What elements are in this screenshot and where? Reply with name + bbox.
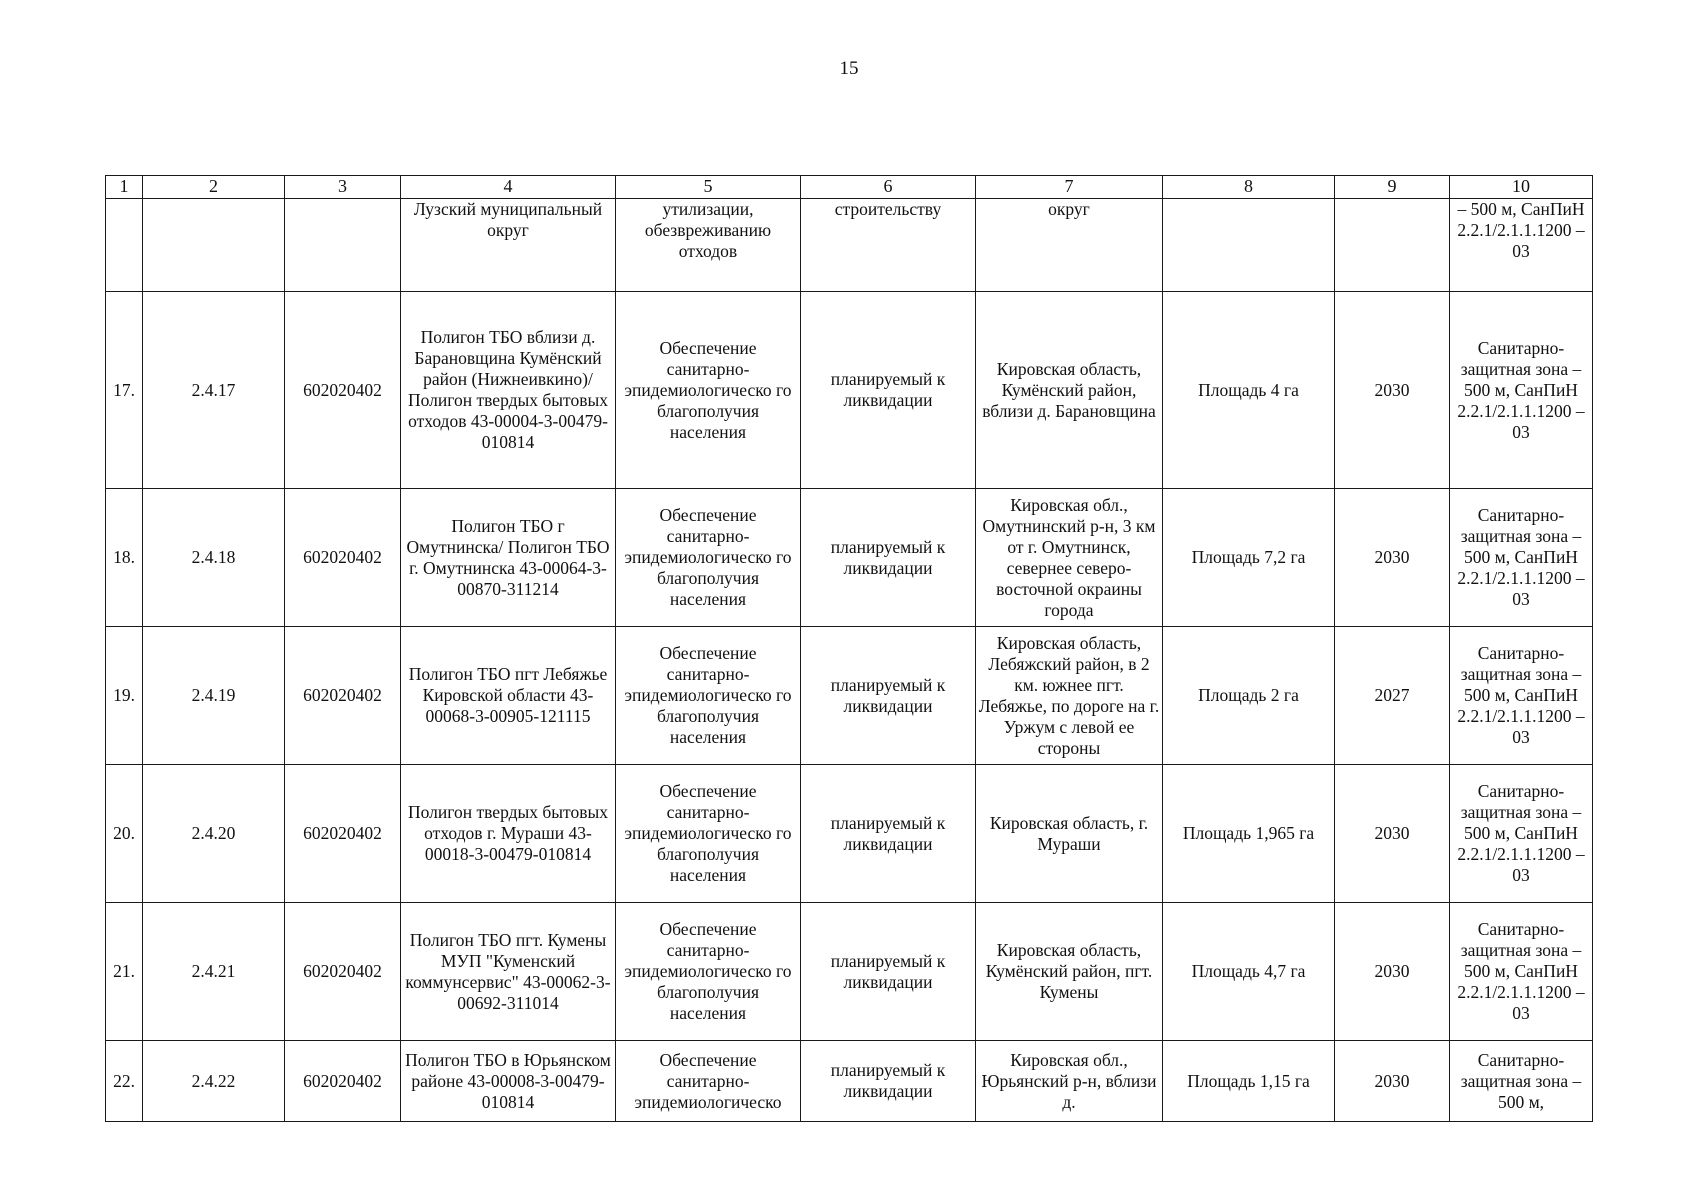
cell-name: Полигон ТБО вблизи д. Барановщина Кумёнский район (Нижнеивкино)/ Полигон твердых бытовых отходов 43-00004-3-00479-010814: [401, 292, 616, 489]
cell-empty: [106, 199, 143, 292]
cell-code: 2.4.17: [143, 292, 285, 489]
cell-location: Кировская область, Кумёнский район, вблизи д. Барановщина: [976, 292, 1163, 489]
cell-purpose: Обеспечение санитарно-эпидемиологическо го благополучия населения: [616, 292, 801, 489]
cell-location: Кировская область, Кумёнский район, пгт. Кумены: [976, 903, 1163, 1041]
cell-kod: 602020402: [285, 489, 401, 627]
cell-year: 2030: [1335, 489, 1450, 627]
cell-area: Площадь 2 га: [1163, 627, 1335, 765]
cell-kod: 602020402: [285, 903, 401, 1041]
cell-zone: Санитарно-защитная зона – 500 м, СанПиН 2.2.1/2.1.1.1200 – 03: [1450, 765, 1593, 903]
cell-empty: [1163, 199, 1335, 292]
cell-name: Полигон ТБО г Омутнинска/ Полигон ТБО г. Омутнинска 43-00064-3-00870-311214: [401, 489, 616, 627]
cell-area: Площадь 1,15 га: [1163, 1041, 1335, 1122]
cell-zone: Санитарно-защитная зона – 500 м,: [1450, 1041, 1593, 1122]
table-row: [106, 627, 1593, 765]
header-row: [106, 176, 1593, 199]
cell-zone: Санитарно-защитная зона – 500 м, СанПиН 2.2.1/2.1.1.1200 – 03: [1450, 903, 1593, 1041]
table-header: [106, 176, 1593, 199]
cell-empty: [1335, 199, 1450, 292]
cell-zone: Санитарно-защитная зона – 500 м, СанПиН 2.2.1/2.1.1.1200 – 03: [1450, 292, 1593, 489]
cell-kod: 602020402: [285, 765, 401, 903]
cell-empty: [143, 199, 285, 292]
cell-status: планируемый к ликвидации: [801, 903, 976, 1041]
cell-name: Полигон ТБО пгт. Кумены МУП "Куменский коммунсервис" 43-00062-3-00692-311014: [401, 903, 616, 1041]
cell-kod: 602020402: [285, 292, 401, 489]
header-col-10: 10: [1450, 176, 1593, 199]
cell-area: Площадь 1,965 га: [1163, 765, 1335, 903]
header-col-7: 7: [976, 176, 1163, 199]
cell-year: 2030: [1335, 292, 1450, 489]
header-col-3: 3: [285, 176, 401, 199]
cell-zone: – 500 м, СанПиН 2.2.1/2.1.1.1200 – 03: [1450, 199, 1593, 292]
cell-purpose: Обеспечение санитарно-эпидемиологическо го благополучия населения: [616, 903, 801, 1041]
cell-status: планируемый к ликвидации: [801, 765, 976, 903]
header-col-2: 2: [143, 176, 285, 199]
cell-code: 2.4.21: [143, 903, 285, 1041]
cell-name: Лузский муниципальный округ: [401, 199, 616, 292]
cell-location: Кировская обл., Юрьянский р-н, вблизи д.: [976, 1041, 1163, 1122]
cell-purpose: утилизации, обезвреживанию отходов: [616, 199, 801, 292]
table-row: [106, 765, 1593, 903]
header-col-1: 1: [106, 176, 143, 199]
cell-year: 2030: [1335, 1041, 1450, 1122]
cell-name: Полигон твердых бытовых отходов г. Мураши 43-00018-3-00479-010814: [401, 765, 616, 903]
cell-row-number: 20.: [106, 765, 143, 903]
cell-name: Полигон ТБО пгт Лебяжье Кировской области 43-00068-3-00905-121115: [401, 627, 616, 765]
cell-status: планируемый к ликвидации: [801, 489, 976, 627]
cell-location: Кировская область, Лебяжский район, в 2 км. южнее пгт. Лебяжье, по дороге на г. Уржум с левой ее стороны: [976, 627, 1163, 765]
cell-name: Полигон ТБО в Юрьянском районе 43-00008-3-00479-010814: [401, 1041, 616, 1122]
cell-location: Кировская область, г. Мураши: [976, 765, 1163, 903]
cell-code: 2.4.18: [143, 489, 285, 627]
header-col-9: 9: [1335, 176, 1450, 199]
cell-row-number: 18.: [106, 489, 143, 627]
cell-area: Площадь 4,7 га: [1163, 903, 1335, 1041]
cell-status: планируемый к ликвидации: [801, 1041, 976, 1122]
cell-row-number: 21.: [106, 903, 143, 1041]
cell-purpose: Обеспечение санитарно-эпидемиологическо го благополучия населения: [616, 489, 801, 627]
cell-kod: 602020402: [285, 627, 401, 765]
header-col-8: 8: [1163, 176, 1335, 199]
cell-row-number: 17.: [106, 292, 143, 489]
cell-purpose: Обеспечение санитарно-эпидемиологическо го благополучия населения: [616, 627, 801, 765]
table-row: [106, 292, 1593, 489]
cell-zone: Санитарно-защитная зона – 500 м, СанПиН 2.2.1/2.1.1.1200 – 03: [1450, 489, 1593, 627]
cell-code: 2.4.22: [143, 1041, 285, 1122]
cell-status: строительству: [801, 199, 976, 292]
page-number: 15: [839, 58, 859, 79]
cell-zone: Санитарно-защитная зона – 500 м, СанПиН 2.2.1/2.1.1.1200 – 03: [1450, 627, 1593, 765]
table-row: [106, 489, 1593, 627]
cell-year: 2027: [1335, 627, 1450, 765]
cell-area: Площадь 7,2 га: [1163, 489, 1335, 627]
cell-row-number: 22.: [106, 1041, 143, 1122]
cell-status: планируемый к ликвидации: [801, 292, 976, 489]
cell-code: 2.4.19: [143, 627, 285, 765]
continuation-row: [106, 199, 1593, 292]
cell-purpose: Обеспечение санитарно-эпидемиологическо: [616, 1041, 801, 1122]
cell-purpose: Обеспечение санитарно-эпидемиологическо го благополучия населения: [616, 765, 801, 903]
objects-table: [105, 175, 1593, 1122]
table-body: [106, 199, 1593, 1122]
table-row: [106, 1041, 1593, 1122]
cell-code: 2.4.20: [143, 765, 285, 903]
cell-location: округ: [976, 199, 1163, 292]
cell-row-number: 19.: [106, 627, 143, 765]
cell-area: Площадь 4 га: [1163, 292, 1335, 489]
header-col-6: 6: [801, 176, 976, 199]
cell-kod: 602020402: [285, 1041, 401, 1122]
header-col-5: 5: [616, 176, 801, 199]
cell-empty: [285, 199, 401, 292]
cell-year: 2030: [1335, 903, 1450, 1041]
cell-status: планируемый к ликвидации: [801, 627, 976, 765]
header-col-4: 4: [401, 176, 616, 199]
table-row: [106, 903, 1593, 1041]
cell-year: 2030: [1335, 765, 1450, 903]
cell-location: Кировская обл., Омутнинский р-н, 3 км от г. Омутнинск, севернее северо-восточной окраины города: [976, 489, 1163, 627]
